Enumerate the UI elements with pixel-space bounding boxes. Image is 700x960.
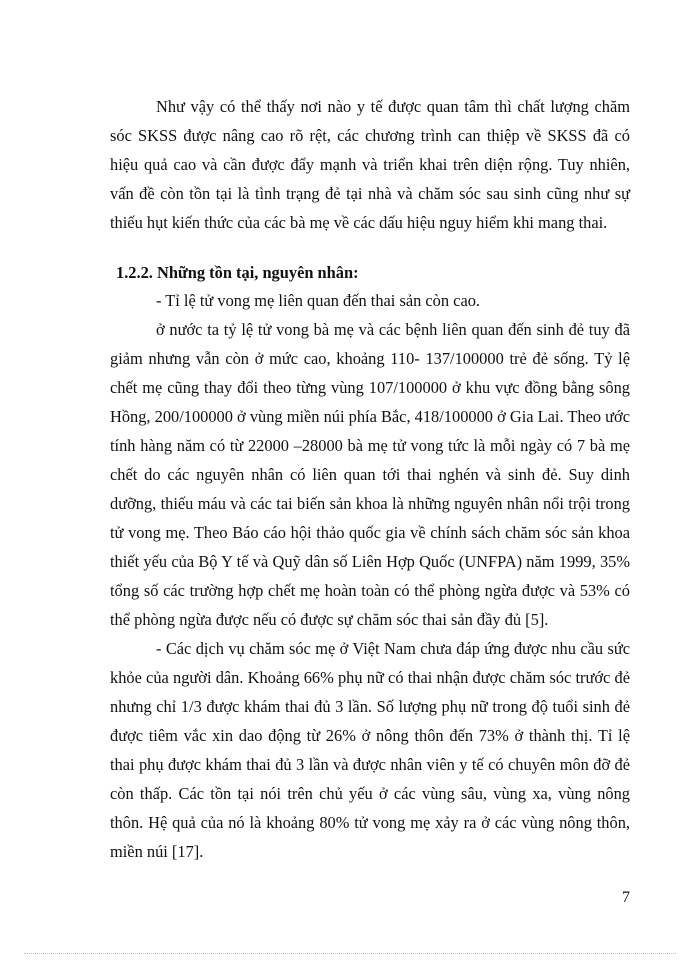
section-text-block xyxy=(110,286,630,866)
page-number: 7 xyxy=(622,889,630,906)
section-paragraph-2: ở nước ta tỷ lệ tử vong bà mẹ và các bệnh liên quan đến sinh đẻ tuy đã giảm nhưng vẫn còn ở mức cao, khoảng 110- 137/100000 trẻ đẻ sống. Tỷ lệ chết mẹ cũng thay đổi theo từng vùng 107/100000 ở khu vực đồng bằng sông Hồng, 200/100000 ở vùng miền núi phía Bắc, 418/100000 ở Gia Lai. Theo ước tính hàng năm có từ 22000 –28000 bà mẹ tử vong tức là mỗi ngày có 7 bà mẹ chết do các nguyên nhân có liên quan tới thai nghén và sinh đẻ. Suy dinh dưỡng, thiếu máu và các tai biến sản khoa là những nguyên nhân nổi trội trong tử vong mẹ. Theo Báo cáo hội thảo quốc gia về chính sách chăm sóc sản khoa thiết yếu của Bộ Y tế và Quỹ dân số Liên Hợp Quốc (UNFPA) năm 1999, 35% tổng số các trường hợp chết mẹ hoàn toàn có thể phòng ngừa được và 53% có thể phòng ngừa được nếu có được sự chăm sóc thai sản đầy đủ [5]. xyxy=(110,320,630,629)
section-heading: 1.2.2. Những tồn tại, nguyên nhân: xyxy=(116,263,359,282)
section-paragraph-1: - Tỉ lệ tử vong mẹ liên quan đến thai sản còn cao. xyxy=(156,291,481,310)
intro-text-block xyxy=(110,92,630,237)
page-bottom-border xyxy=(24,953,676,954)
section-paragraph-3: - Các dịch vụ chăm sóc mẹ ở Việt Nam chưa đáp ứng được nhu cầu sức khỏe của người dân. Khoảng 66% phụ nữ có thai nhận được chăm sóc trước đẻ nhưng chỉ 1/3 được khám thai đủ 3 lần. Số lượng phụ nữ trong độ tuổi sinh đẻ được tiêm vắc xin dao động từ 26% ở nông thôn đến 73% ở thành thị. Tỉ lệ thai phụ được khám thai đủ 3 lần và được nhân viên y tế có chuyên môn đỡ đẻ còn thấp. Các tồn tại nói trên chủ yếu ở các vùng sâu, vùng xa, vùng nông thôn. Hệ quả của nó là khoảng 80% tử vong mẹ xảy ra ở các vùng nông thôn, miền núi [17]. xyxy=(110,639,630,861)
intro-paragraph: Như vậy có thể thấy nơi nào y tế được quan tâm thì chất lượng chăm sóc SKSS được nâng cao rõ rệt, các chương trình can thiệp về SKSS đã có hiệu quả cao và cần được đẩy mạnh và triển khai trên diện rộng. Tuy nhiên, vấn đề còn tồn tại là tình trạng đẻ tại nhà và chăm sóc sau sinh cũng như sự thiếu hụt kiến thức của các bà mẹ về các dấu hiệu nguy hiểm khi mang thai. xyxy=(110,97,630,232)
